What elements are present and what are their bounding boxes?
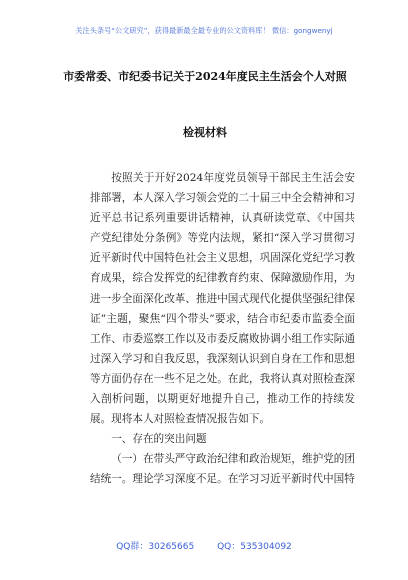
section-heading: 一、存在的突出问题 [111, 433, 207, 446]
document-body [90, 168, 355, 490]
footer-qq: QQ：535304092 [217, 542, 292, 552]
document-title-line-1: 市委常委、市纪委书记关于2024年度民主生活会个人对照 [63, 70, 347, 83]
footer-contact [0, 539, 408, 552]
header-watermark-note: 关注头条号“公文研究”，获得最新最全最专业的公文资料库！ 微信：gongwenyj [75, 26, 333, 35]
subsection-paragraph: （一）在带头严守政治纪律和政治规矩，维护党的团结统一。理论学习深度不足。在学习习近平新时代中国特 [90, 453, 355, 486]
footer-qq-group: QQ群：30265665 [116, 542, 195, 552]
document-title-line-2: 检视材料 [183, 126, 227, 139]
intro-paragraph: 按照关于开好2024年度党员领导干部民主生活会安排部署，本人深入学习领会党的二十届三中全会精神和习近平总书记系列重要讲话精神，认真研读党章、《中国共产党纪律处分条例》等党内法规，紧扣“深入学习贯彻习近平新时代中国特色社会主义思想，巩固深化党纪学习教育成果，综合发挥党的纪律教育约束、保障激励作用，为进一步全面深化改革、推进中国式现代化提供坚强纪律保证”主题，聚焦“四个带头”要求，结合市纪委市监委全面工作、市委巡察工作以及市委反腐败协调小组工作实际通过深入学习和自我反思，我深刻认识到自身在工作和思想等方面仍存在一些不足之处。在此，我将认真对照检查深入剖析问题，以期更好地提升自己，推动工作的持续发展。现将本人对照检查情况报告如下。 [90, 172, 355, 426]
